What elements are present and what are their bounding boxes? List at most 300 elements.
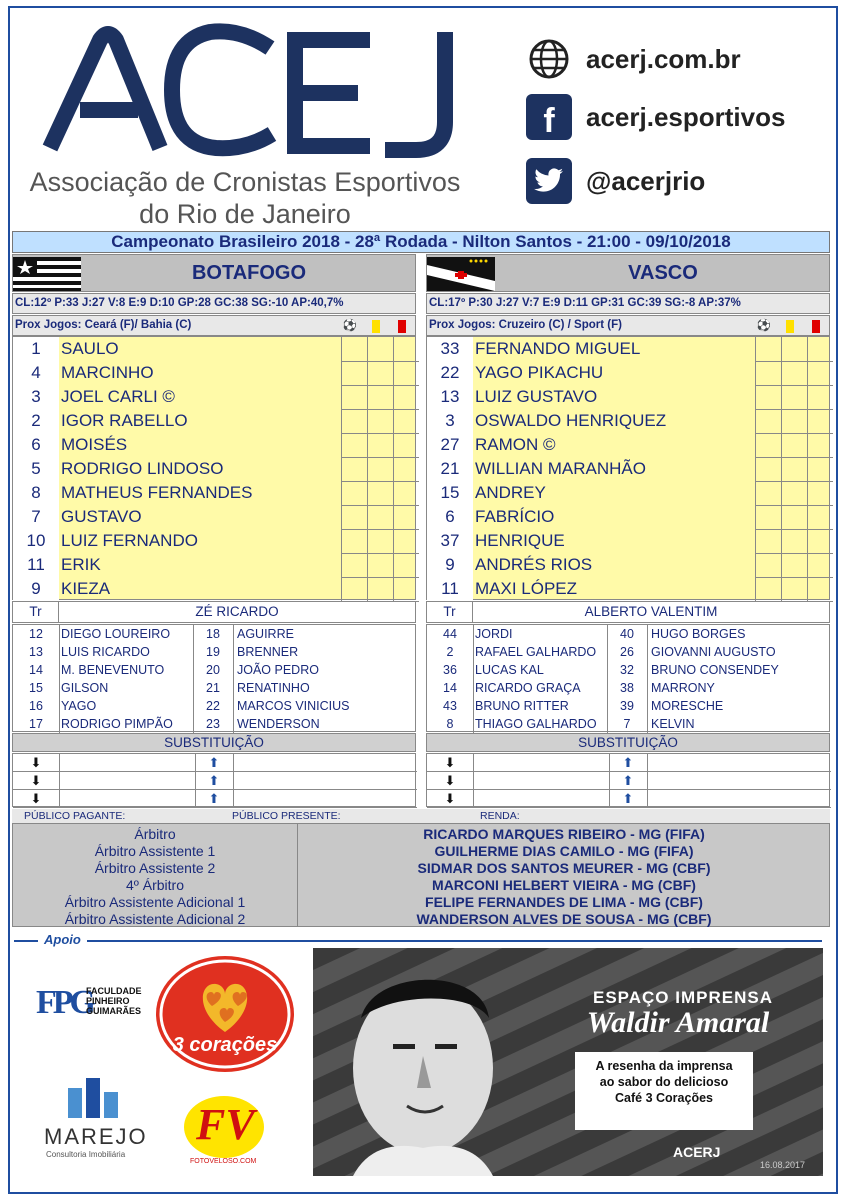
player-number: 37 <box>427 529 473 553</box>
event-cell <box>341 505 367 530</box>
apoio-divider <box>14 933 822 947</box>
away-stats: CL:17º P:30 J:27 V:7 E:9 D:11 GP:31 GC:39 SG:-8 AP:37% <box>426 293 830 314</box>
event-cell <box>755 505 781 530</box>
bench-number: 21 <box>206 681 220 695</box>
bench-name: LUCAS KAL <box>475 663 544 677</box>
event-cell <box>781 529 807 554</box>
away-coach-row <box>426 601 830 623</box>
social-twitter[interactable] <box>526 158 705 204</box>
event-cell <box>367 361 393 386</box>
bench-name: MARRONY <box>651 681 715 695</box>
player-name: ANDRÉS RIOS <box>475 555 593 574</box>
home-subs <box>12 753 416 807</box>
referee-name: SIDMAR DOS SANTOS MEURER - MG (CBF) <box>417 860 711 876</box>
arrow-down-icon: ⬇ <box>444 772 456 788</box>
arrow-down-icon: ⬇ <box>30 790 42 806</box>
event-cell <box>781 577 807 602</box>
player-row <box>427 337 831 362</box>
bench-row <box>427 643 831 661</box>
player-number: 15 <box>427 481 473 505</box>
event-cell <box>341 481 367 506</box>
home-team-header <box>12 254 416 292</box>
event-cell <box>755 481 781 506</box>
public-pagante-label: PÚBLICO PAGANTE: <box>24 810 126 822</box>
bench-number: 22 <box>206 699 220 713</box>
event-cell <box>393 361 419 386</box>
home-sub-header: SUBSTITUIÇÃO <box>12 733 416 752</box>
bench-number: 26 <box>620 645 634 659</box>
promo-line-2: Waldir Amaral <box>586 1006 770 1039</box>
org-line-1: Associação de Cronistas Esportivos <box>29 167 461 197</box>
player-row <box>427 529 831 554</box>
bench-name: LUIS RICARDO <box>61 645 150 659</box>
bench-number: 15 <box>29 681 43 695</box>
player-number: 33 <box>427 337 473 361</box>
event-cell <box>367 409 393 434</box>
bench-name: KELVIN <box>651 717 695 731</box>
player-row <box>427 433 831 458</box>
marejo-logo <box>44 1074 154 1164</box>
bench-number: 23 <box>206 717 220 731</box>
event-cell <box>755 337 781 362</box>
referee-name: WANDERSON ALVES DE SOUSA - MG (CBF) <box>416 911 712 927</box>
event-cell <box>807 433 833 458</box>
fv-text: FV <box>196 1100 255 1149</box>
player-name: LUIZ FERNANDO <box>61 531 198 550</box>
fpg-line-1: FACULDADE <box>86 986 142 996</box>
match-panel <box>12 231 830 931</box>
bench-number: 17 <box>29 717 43 731</box>
player-name: RAMON © <box>475 435 556 454</box>
bench-row <box>427 679 831 697</box>
bench-number: 14 <box>443 681 457 695</box>
promo-footer: ACERJ <box>673 1144 721 1160</box>
referees-table <box>12 823 830 927</box>
player-name: MARCINHO <box>61 363 154 382</box>
bench-number: 38 <box>620 681 634 695</box>
bench-row <box>13 661 417 679</box>
fv-sub: FOTOVELOSO.COM <box>190 1158 257 1165</box>
event-cell <box>755 385 781 410</box>
facebook-icon: f <box>526 94 572 140</box>
bench-number: 43 <box>443 699 457 713</box>
player-number: 9 <box>427 553 473 577</box>
bench-number: 20 <box>206 663 220 677</box>
public-presente-label: PÚBLICO PRESENTE: <box>232 810 341 822</box>
bench-name: GIOVANNI AUGUSTO <box>651 645 776 659</box>
home-team-block <box>12 254 416 844</box>
bench-row <box>427 661 831 679</box>
org-full-name <box>25 166 465 230</box>
event-cell <box>807 553 833 578</box>
event-cell <box>367 505 393 530</box>
fpg-line-3: GUIMARÃES <box>86 1006 142 1016</box>
bench-number: 18 <box>206 627 220 641</box>
marejo-sub: Consultoria Imobiliária <box>46 1150 126 1159</box>
player-number: 22 <box>427 361 473 385</box>
promo-date: 16.08.2017 <box>759 1160 805 1170</box>
player-row <box>427 385 831 410</box>
player-row <box>13 481 417 506</box>
twitter-text: @acerjrio <box>586 165 706 196</box>
event-cell <box>393 337 419 362</box>
event-cell <box>755 553 781 578</box>
player-name: ANDREY <box>475 483 546 502</box>
player-name: FABRÍCIO <box>475 507 555 526</box>
bench-name: RICARDO GRAÇA <box>475 681 581 695</box>
event-cell <box>781 361 807 386</box>
promo-box-1: A resenha da imprensa <box>595 1059 733 1073</box>
player-name: GUSTAVO <box>61 507 142 526</box>
player-number: 3 <box>13 385 59 409</box>
event-cell <box>393 505 419 530</box>
event-cell <box>341 529 367 554</box>
event-cell <box>781 505 807 530</box>
player-number: 3 <box>427 409 473 433</box>
player-number: 2 <box>13 409 59 433</box>
sub-row <box>427 790 831 808</box>
yellow-card-icon <box>777 318 803 334</box>
bench-name: WENDERSON <box>237 717 320 731</box>
bench-row <box>13 697 417 715</box>
bench-name: RODRIGO PIMPÃO <box>61 717 173 731</box>
bench-number: 19 <box>206 645 220 659</box>
player-row <box>427 577 831 602</box>
player-row <box>13 385 417 410</box>
bench-row <box>427 625 831 643</box>
event-cell <box>755 409 781 434</box>
public-row <box>12 809 830 823</box>
home-lineup <box>12 336 416 600</box>
referee-role: Árbitro Assistente Adicional 1 <box>64 894 246 910</box>
apoio-label: Apoio <box>38 933 87 947</box>
bench-name: JOÃO PEDRO <box>237 663 319 677</box>
org-line-2: do Rio de Janeiro <box>139 199 351 229</box>
marejo-text: MAREJO <box>44 1124 148 1149</box>
facebook-text: acerj.esportivos <box>586 101 786 132</box>
player-number: 21 <box>427 457 473 481</box>
event-cell <box>807 457 833 482</box>
event-cell <box>393 457 419 482</box>
player-number: 9 <box>13 577 59 601</box>
event-cell <box>367 457 393 482</box>
player-row <box>427 457 831 482</box>
promo-box <box>575 1052 753 1130</box>
arrow-down-icon: ⬇ <box>30 754 42 770</box>
bench-name: M. BENEVENUTO <box>61 663 165 677</box>
event-cell <box>807 409 833 434</box>
player-name: KIEZA <box>61 579 111 598</box>
player-number: 27 <box>427 433 473 457</box>
arrow-up-icon: ⬆ <box>622 772 634 788</box>
arrow-down-icon: ⬇ <box>444 790 456 806</box>
home-stats: CL:12º P:33 J:27 V:8 E:9 D:10 GP:28 GC:38 SG:-10 AP:40,7% <box>12 293 416 314</box>
event-cell <box>781 481 807 506</box>
event-cell <box>367 529 393 554</box>
bench-name: YAGO <box>61 699 97 713</box>
event-cell <box>781 553 807 578</box>
home-prox-text: Prox Jogos: Ceará (F)/ Bahia (C) <box>15 319 192 331</box>
event-cell <box>393 529 419 554</box>
sub-row <box>427 754 831 772</box>
away-coach-name: ALBERTO VALENTIM <box>584 604 718 619</box>
bench-name: THIAGO GALHARDO <box>475 717 597 731</box>
player-name: IGOR RABELLO <box>61 411 188 430</box>
bench-name: BRENNER <box>237 645 299 659</box>
home-coach-name: ZÉ RICARDO <box>195 604 279 619</box>
player-number: 6 <box>427 505 473 529</box>
bench-name: BRUNO RITTER <box>475 699 569 713</box>
event-cell <box>755 433 781 458</box>
player-row <box>13 337 417 362</box>
player-name: HENRIQUE <box>475 531 565 550</box>
away-team-block <box>426 254 830 844</box>
player-name: JOEL CARLI © <box>61 387 175 406</box>
referee-role: Árbitro Assistente Adicional 2 <box>64 911 246 927</box>
event-cell <box>781 457 807 482</box>
away-team-header <box>426 254 830 292</box>
player-row <box>13 433 417 458</box>
bench-name: HUGO BORGES <box>651 627 746 641</box>
tres-coracoes-text: 3 corações <box>172 1034 278 1056</box>
bench-name: RENATINHO <box>237 681 310 695</box>
event-cell <box>341 457 367 482</box>
player-number: 6 <box>13 433 59 457</box>
bench-number: 13 <box>29 645 43 659</box>
fpg-line-2: PINHEIRO <box>86 996 130 1006</box>
referee-role: 4º Árbitro <box>125 877 185 893</box>
sub-row <box>427 772 831 790</box>
away-subs <box>426 753 830 807</box>
player-row <box>13 457 417 482</box>
renda-label: RENDA: <box>480 810 520 822</box>
event-cell <box>341 385 367 410</box>
social-website[interactable] <box>526 36 741 82</box>
header <box>10 8 836 230</box>
bench-number: 16 <box>29 699 43 713</box>
player-name: MAXI LÓPEZ <box>475 579 578 598</box>
player-row <box>427 361 831 386</box>
player-name: OSWALDO HENRIQUEZ <box>475 411 667 430</box>
referee-name: MARCONI HELBERT VIEIRA - MG (CBF) <box>432 877 696 893</box>
bench-row <box>13 679 417 697</box>
player-name: RODRIGO LINDOSO <box>61 459 224 478</box>
event-cell <box>367 337 393 362</box>
event-cell <box>807 505 833 530</box>
event-cell <box>781 433 807 458</box>
event-cell <box>367 385 393 410</box>
away-prox-text: Prox Jogos: Cruzeiro (C) / Sport (F) <box>429 319 622 331</box>
player-number: 8 <box>13 481 59 505</box>
event-cell <box>393 409 419 434</box>
espaco-imprensa-banner <box>313 948 823 1176</box>
player-row <box>13 409 417 434</box>
arrow-down-icon: ⬇ <box>30 772 42 788</box>
player-number: 13 <box>427 385 473 409</box>
botafogo-flag-icon <box>13 257 81 291</box>
player-number: 10 <box>13 529 59 553</box>
sub-row <box>13 754 417 772</box>
event-cell <box>755 529 781 554</box>
event-cell <box>393 385 419 410</box>
event-cell <box>781 409 807 434</box>
event-cell <box>341 433 367 458</box>
event-cell <box>807 529 833 554</box>
tres-coracoes-logo <box>154 954 296 1074</box>
player-name: WILLIAN MARANHÃO <box>475 459 646 478</box>
away-lineup <box>426 336 830 600</box>
event-cell <box>393 481 419 506</box>
event-cell <box>341 409 367 434</box>
bench-name: DIEGO LOUREIRO <box>61 627 171 641</box>
yellow-card-icon <box>363 318 389 334</box>
player-row <box>13 361 417 386</box>
event-cell <box>367 433 393 458</box>
player-name: FERNANDO MIGUEL <box>475 339 641 358</box>
bench-name: AGUIRRE <box>237 627 294 641</box>
away-bench <box>426 624 830 732</box>
fotoveloso-logo <box>182 1094 266 1168</box>
away-team-name: VASCO <box>628 262 698 284</box>
event-cell <box>341 577 367 602</box>
bench-name: BRUNO CONSENDEY <box>651 663 779 677</box>
bench-number: 7 <box>623 717 631 731</box>
arrow-up-icon: ⬆ <box>208 754 220 770</box>
bench-number: 40 <box>620 627 634 641</box>
event-cell <box>781 385 807 410</box>
referee-role: Árbitro Assistente 2 <box>94 860 216 876</box>
bench-row <box>13 643 417 661</box>
fpg-logo: FPG FACULDADE PINHEIRO GUIMARÃES <box>36 984 142 1021</box>
event-cell <box>367 577 393 602</box>
red-card-icon <box>803 318 829 334</box>
event-cell <box>781 337 807 362</box>
player-row <box>13 553 417 578</box>
promo-box-2: ao sabor do delicioso <box>599 1075 729 1089</box>
referee-name: GUILHERME DIAS CAMILO - MG (FIFA) <box>434 843 694 859</box>
bench-number: 39 <box>620 699 634 713</box>
bench-row <box>13 625 417 643</box>
bench-name: MARCOS VINICIUS <box>237 699 350 713</box>
player-row <box>427 409 831 434</box>
bench-name: MORESCHE <box>651 699 724 713</box>
referee-role: Árbitro Assistente 1 <box>94 843 216 859</box>
event-cell <box>807 385 833 410</box>
event-cell <box>755 457 781 482</box>
bench-number: 2 <box>446 645 454 659</box>
arrow-up-icon: ⬆ <box>208 790 220 806</box>
event-cell <box>393 577 419 602</box>
referee-name: FELIPE FERNANDES DE LIMA - MG (CBF) <box>425 894 703 910</box>
player-row <box>427 553 831 578</box>
bench-number: 14 <box>29 663 43 677</box>
bench-row <box>427 697 831 715</box>
social-facebook[interactable] <box>526 94 785 140</box>
player-row <box>427 505 831 530</box>
website-text: acerj.com.br <box>586 43 741 74</box>
bench-row <box>427 715 831 733</box>
player-row <box>13 529 417 554</box>
event-cell <box>807 337 833 362</box>
event-cell <box>755 361 781 386</box>
bench-number: 36 <box>443 663 457 677</box>
away-coach-label: Tr <box>427 602 473 622</box>
player-row <box>13 577 417 602</box>
bench-number: 12 <box>29 627 43 641</box>
player-number: 4 <box>13 361 59 385</box>
bench-number: 32 <box>620 663 634 677</box>
bench-name: GILSON <box>61 681 109 695</box>
ball-icon: ⚽ <box>342 319 358 332</box>
referee-name: RICARDO MARQUES RIBEIRO - MG (FIFA) <box>423 826 705 842</box>
player-number: 11 <box>427 577 473 601</box>
globe-icon <box>526 36 572 82</box>
promo-box-3: Café 3 Corações <box>615 1091 713 1105</box>
event-cell <box>341 361 367 386</box>
sub-row <box>13 790 417 808</box>
event-cell <box>393 433 419 458</box>
player-number: 7 <box>13 505 59 529</box>
player-number: 11 <box>13 553 59 577</box>
away-next-games <box>426 315 830 336</box>
away-sub-header: SUBSTITUIÇÃO <box>426 733 830 752</box>
bench-number: 44 <box>443 627 457 641</box>
event-cell <box>341 553 367 578</box>
home-team-name: BOTAFOGO <box>191 262 307 284</box>
home-next-games <box>12 315 416 336</box>
arrow-down-icon: ⬇ <box>444 754 456 770</box>
event-cell <box>755 577 781 602</box>
event-cell <box>341 337 367 362</box>
event-cell <box>367 553 393 578</box>
event-cell <box>807 577 833 602</box>
player-name: LUIZ GUSTAVO <box>475 387 598 406</box>
event-cell <box>367 481 393 506</box>
player-name: MATHEUS FERNANDES <box>61 483 253 502</box>
event-cell <box>393 553 419 578</box>
player-number: 1 <box>13 337 59 361</box>
arrow-up-icon: ⬆ <box>622 790 634 806</box>
referee-role: Árbitro <box>134 826 176 842</box>
sub-row <box>13 772 417 790</box>
player-row <box>427 481 831 506</box>
red-card-icon <box>389 318 415 334</box>
player-name: ERIK <box>61 555 101 574</box>
player-name: MOISÉS <box>61 435 128 454</box>
bench-row <box>13 715 417 733</box>
player-name: YAGO PIKACHU <box>475 363 604 382</box>
home-coach-row <box>12 601 416 623</box>
event-cell <box>807 361 833 386</box>
bench-name: RAFAEL GALHARDO <box>475 645 597 659</box>
arrow-up-icon: ⬆ <box>622 754 634 770</box>
player-number: 5 <box>13 457 59 481</box>
bench-number: 8 <box>446 717 454 731</box>
twitter-icon <box>526 158 572 204</box>
player-row <box>13 505 417 530</box>
arrow-up-icon: ⬆ <box>208 772 220 788</box>
vasco-flag-icon <box>427 257 495 291</box>
match-title: Campeonato Brasileiro 2018 - 28ª Rodada - Nilton Santos - 21:00 - 09/10/2018 <box>12 231 830 253</box>
event-cell <box>807 481 833 506</box>
bench-name: JORDI <box>475 627 513 641</box>
home-coach-label: Tr <box>13 602 59 622</box>
acerj-logo <box>40 18 460 158</box>
home-bench <box>12 624 416 732</box>
ball-icon: ⚽ <box>756 319 772 332</box>
promo-line-1: ESPAÇO IMPRENSA <box>593 988 773 1007</box>
player-name: SAULO <box>61 339 119 358</box>
